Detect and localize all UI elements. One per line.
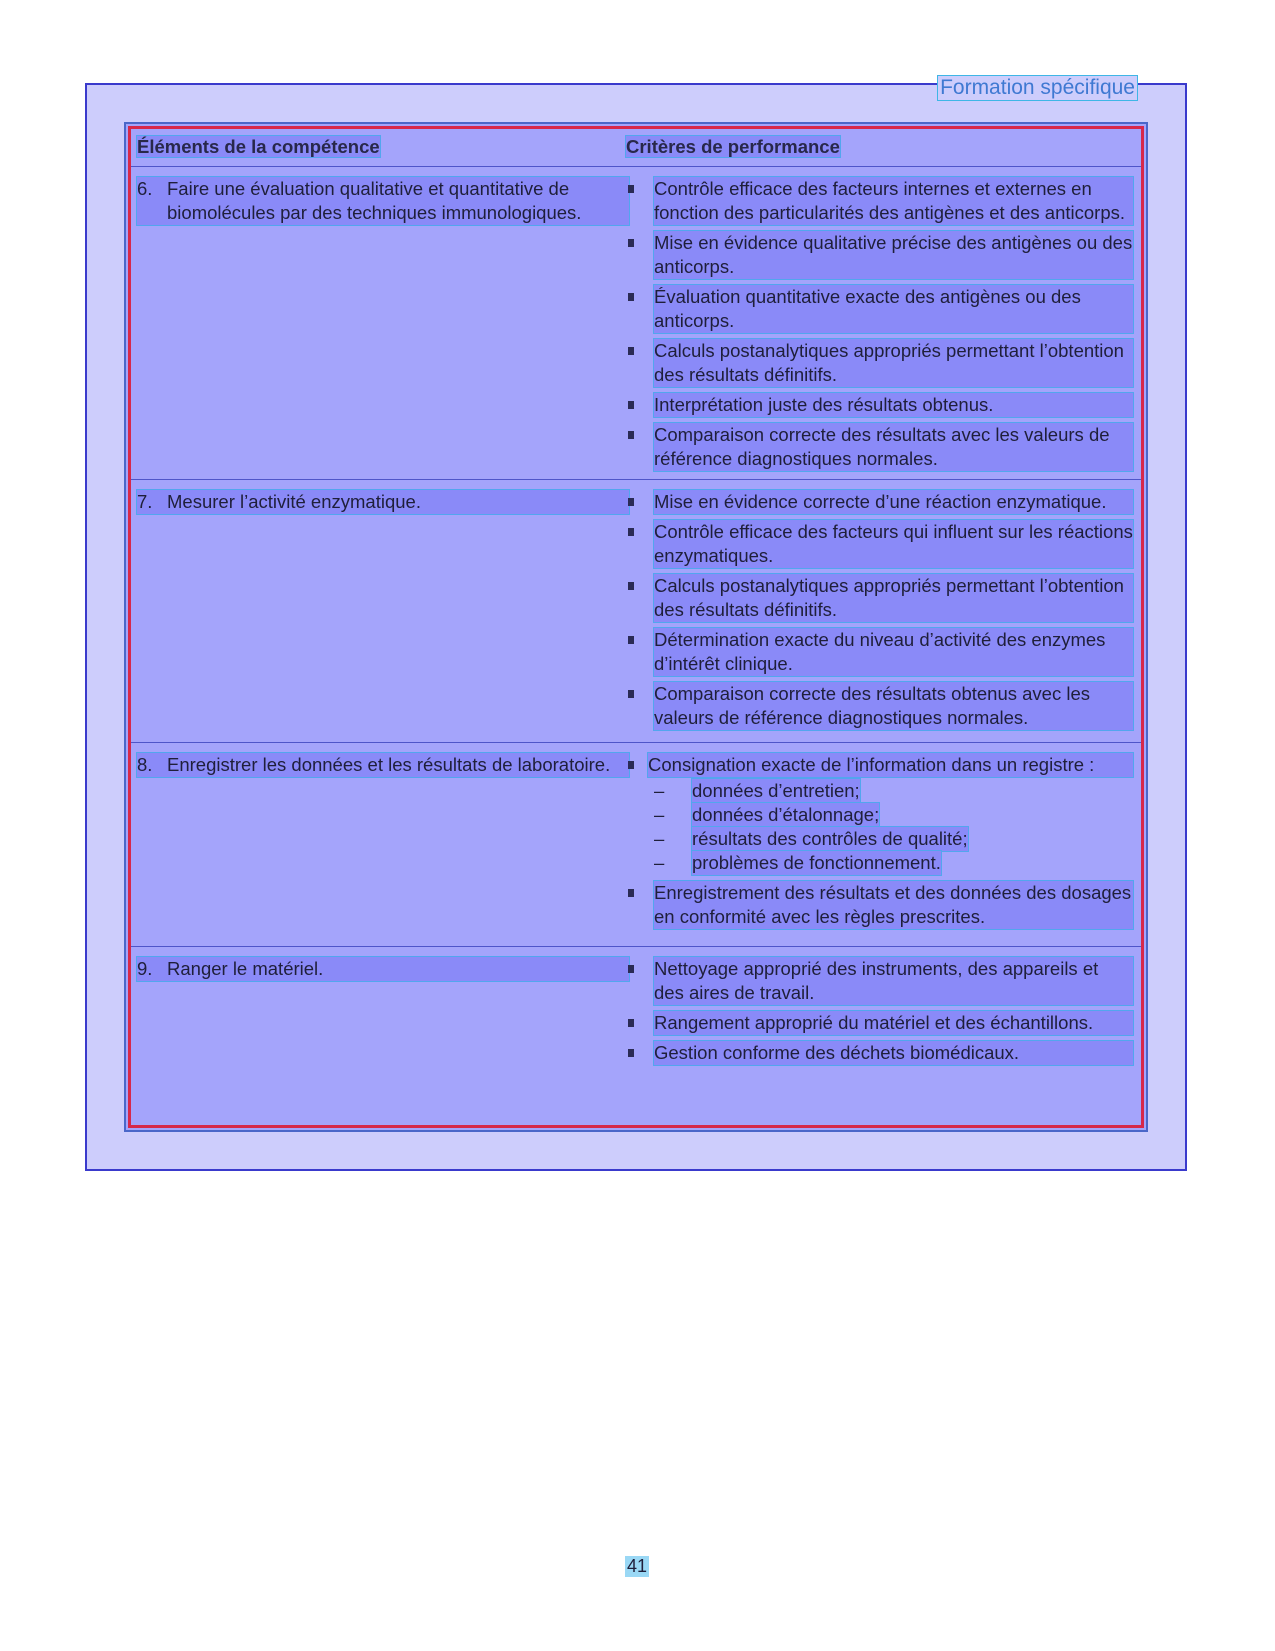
bullet-icon <box>626 753 648 777</box>
table-row <box>131 743 1141 947</box>
element-number: 8. <box>137 754 153 775</box>
sub-list-item: – problèmes de fonctionnement. <box>654 852 941 873</box>
element-text: Faire une évaluation qualitative et quantitative de biomolécules par des techniques immunologiques. <box>167 178 582 223</box>
bullet-icon <box>626 339 654 387</box>
bullet-icon <box>626 520 654 568</box>
list-item: Mise en évidence correcte d’une réaction enzymatique. <box>626 490 1133 514</box>
bullet-icon <box>626 1041 654 1065</box>
bullet-icon <box>626 393 654 417</box>
dash-marker: – <box>654 804 665 825</box>
competence-table <box>124 122 1148 1132</box>
table-border <box>128 126 1144 1128</box>
list-item: Consignation exacte de l’information dans un registre : <box>626 753 1133 777</box>
table-row <box>131 480 1141 743</box>
bullet-icon <box>626 682 654 730</box>
element-item <box>137 957 629 981</box>
element-item <box>137 490 629 514</box>
bullet-icon <box>626 574 654 622</box>
bullet-icon <box>626 177 654 225</box>
sub-list-item: – données d’étalonnage; <box>654 804 880 825</box>
dash-marker: – <box>654 780 665 801</box>
list-item: Comparaison correcte des résultats obtenus avec les valeurs de référence diagnostiques normales. <box>626 682 1133 730</box>
element-text: Ranger le matériel. <box>167 958 324 979</box>
list-item: Détermination exacte du niveau d’activité des enzymes d’intérêt clinique. <box>626 628 1133 676</box>
element-number: 7. <box>137 491 153 512</box>
bullet-icon <box>626 628 654 676</box>
list-item: Gestion conforme des déchets biomédicaux. <box>626 1041 1133 1065</box>
list-item: Comparaison correcte des résultats avec les valeurs de référence diagnostiques normales. <box>626 423 1133 471</box>
sub-list-item: – résultats des contrôles de qualité; <box>654 828 968 849</box>
dash-marker: – <box>654 852 665 873</box>
sub-list-item: – données d’entretien; <box>654 780 860 801</box>
list-item: Calculs postanalytiques appropriés permettant l’obtention des résultats définitifs. <box>626 339 1133 387</box>
bullet-icon <box>626 231 654 279</box>
bullet-icon <box>626 1011 654 1035</box>
list-item: Nettoyage approprié des instruments, des appareils et des aires de travail. <box>626 957 1133 1005</box>
element-text: Mesurer l’activité enzymatique. <box>167 491 421 512</box>
element-text: Enregistrer les données et les résultats de laboratoire. <box>167 754 611 775</box>
list-item: Enregistrement des résultats et des données des dosages en conformité avec les règles prescrites. <box>626 881 1133 929</box>
table-header-row <box>131 129 1141 167</box>
table-row <box>131 167 1141 480</box>
document-frame <box>85 76 1187 1171</box>
bullet-icon <box>626 423 654 471</box>
bullet-icon <box>626 490 654 514</box>
list-item: Rangement approprié du matériel et des échantillons. <box>626 1011 1133 1035</box>
criteria-list <box>626 490 1133 736</box>
list-item: Interprétation juste des résultats obtenus. <box>626 393 1133 417</box>
criteria-list <box>626 177 1133 477</box>
bullet-icon <box>626 881 654 929</box>
table-row <box>131 947 1141 1127</box>
bullet-icon <box>626 285 654 333</box>
list-item: Contrôle efficace des facteurs internes et externes en fonction des particularités des antigènes et des anticorps. <box>626 177 1133 225</box>
column-header-elements: Éléments de la compétence <box>137 136 380 157</box>
section-header-tag: Formation spécifique <box>937 75 1138 101</box>
criteria-list <box>626 753 1133 935</box>
bullet-icon <box>626 957 654 1005</box>
list-item: Mise en évidence qualitative précise des antigènes ou des anticorps. <box>626 231 1133 279</box>
element-number: 6. <box>137 178 153 199</box>
criteria-list <box>626 957 1133 1071</box>
element-number: 9. <box>137 958 153 979</box>
element-item <box>137 177 629 225</box>
element-item <box>137 753 629 777</box>
dash-marker: – <box>654 828 665 849</box>
list-item: Contrôle efficace des facteurs qui influent sur les réactions enzymatiques. <box>626 520 1133 568</box>
column-header-criteria: Critères de performance <box>626 136 840 157</box>
list-item: Évaluation quantitative exacte des antigènes ou des anticorps. <box>626 285 1133 333</box>
list-item: Calculs postanalytiques appropriés permettant l’obtention des résultats définitifs. <box>626 574 1133 622</box>
page-number: 41 <box>627 1556 648 1576</box>
